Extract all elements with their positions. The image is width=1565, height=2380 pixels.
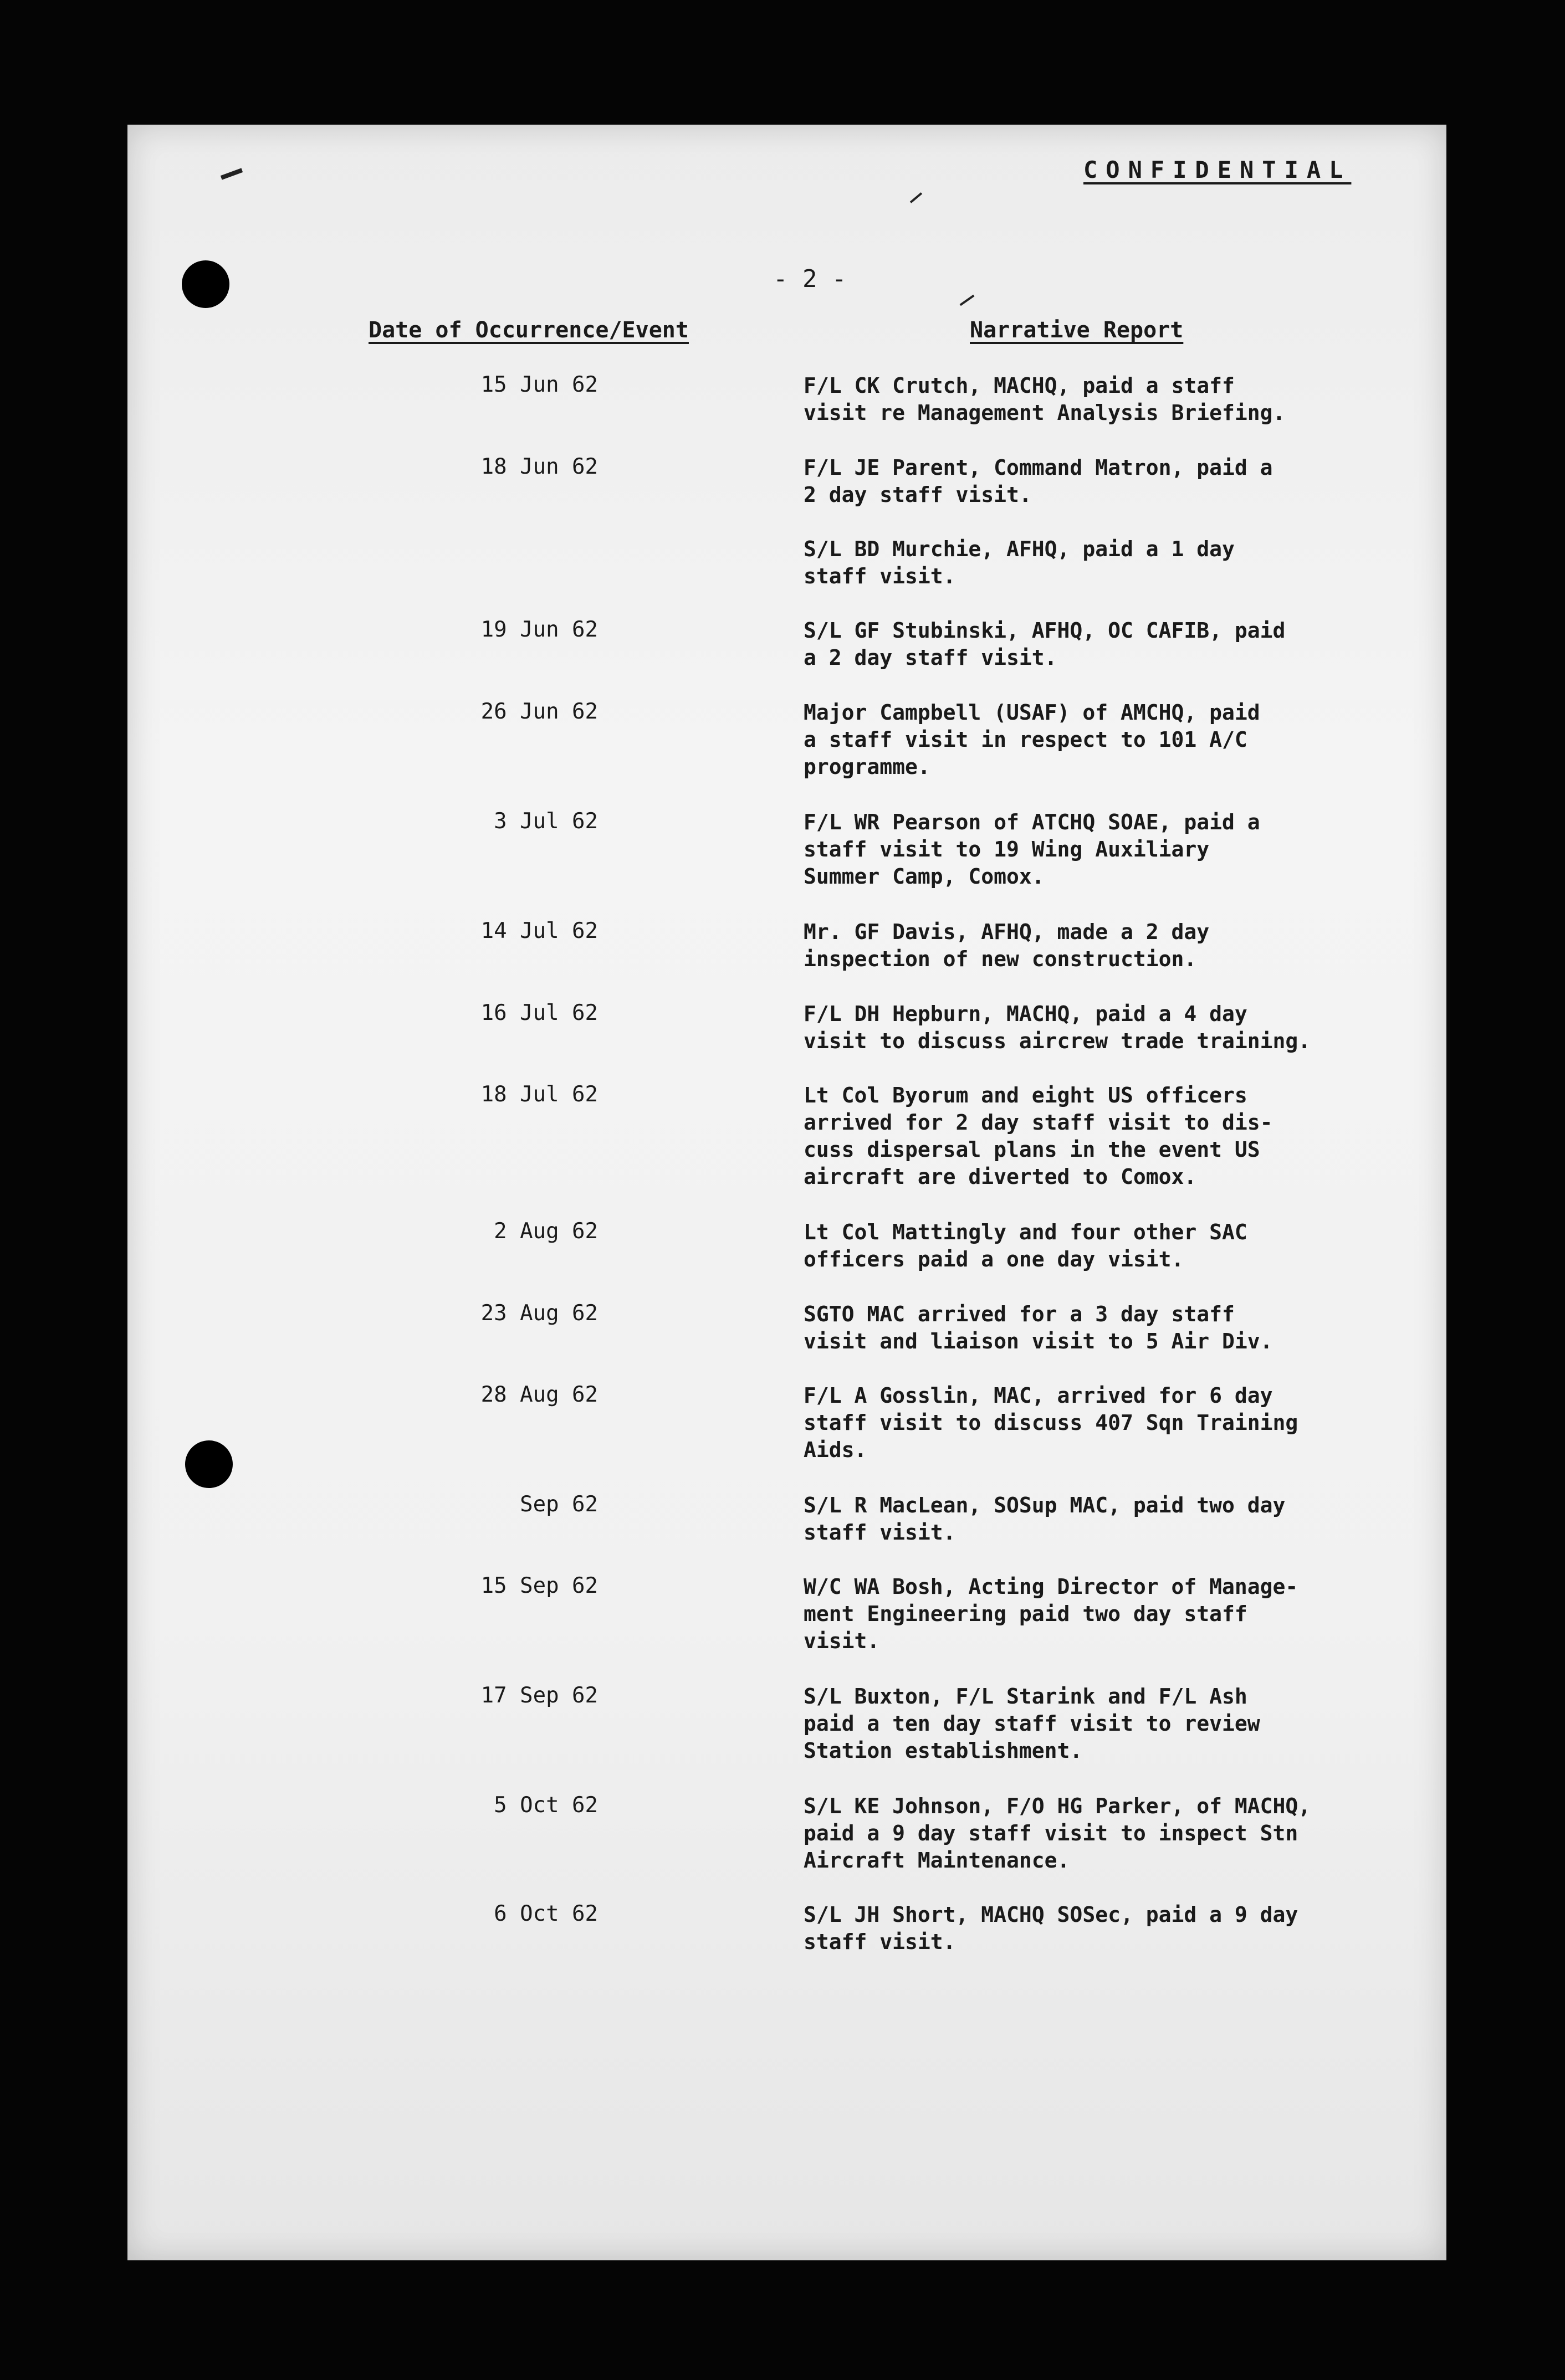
narrative-line: F/L DH Hepburn, MACHQ, paid a 4 day — [804, 1002, 1247, 1026]
narrative-line: S/L KE Johnson, F/O HG Parker, of MACHQ, — [804, 1794, 1311, 1818]
narrative-line: S/L R MacLean, SOSup MAC, paid two day — [804, 1493, 1286, 1517]
entry-narrative — [804, 1082, 1435, 1191]
narrative-line: Aids. — [804, 1438, 867, 1462]
narrative-line: staff visit. — [804, 564, 956, 588]
entry-date: 6 Oct 62 — [494, 1901, 598, 1926]
entry-narrative — [804, 454, 1435, 509]
entry-narrative — [804, 1683, 1435, 1765]
narrative-line: F/L CK Crutch, MACHQ, paid a staff — [804, 373, 1235, 398]
narrative-column-heading: Narrative Report — [970, 317, 1184, 343]
narrative-line: F/L JE Parent, Command Matron, paid a — [804, 455, 1273, 480]
narrative-line: Summer Camp, Comox. — [804, 864, 1045, 889]
narrative-line: a 2 day staff visit. — [804, 645, 1057, 670]
narrative-line: officers paid a one day visit. — [804, 1247, 1184, 1271]
narrative-line: paid a 9 day staff visit to inspect Stn — [804, 1821, 1298, 1845]
narrative-line: S/L Buxton, F/L Starink and F/L Ash — [804, 1684, 1247, 1709]
narrative-line: Lt Col Byorum and eight US officers — [804, 1083, 1247, 1107]
narrative-line: 2 day staff visit. — [804, 483, 1032, 507]
narrative-line: W/C WA Bosh, Acting Director of Manage- — [804, 1574, 1298, 1599]
entry-narrative — [804, 919, 1435, 973]
narrative-line: visit to discuss aircrew trade training. — [804, 1029, 1311, 1053]
entry-date: 14 Jul 62 — [480, 919, 598, 943]
punch-hole-bottom — [185, 1440, 233, 1488]
entry-date: 18 Jul 62 — [480, 1082, 598, 1107]
narrative-line: Aircraft Maintenance. — [804, 1848, 1070, 1873]
narrative-line: visit. — [804, 1629, 880, 1653]
narrative-line: aircraft are diverted to Comox. — [804, 1165, 1197, 1189]
entry-narrative — [804, 699, 1435, 781]
narrative-line: S/L BD Murchie, AFHQ, paid a 1 day — [804, 537, 1235, 561]
narrative-line: F/L A Gosslin, MAC, arrived for 6 day — [804, 1383, 1273, 1408]
entry-narrative — [804, 1573, 1435, 1655]
entry-narrative — [804, 617, 1435, 671]
narrative-line: a staff visit in respect to 101 A/C — [804, 727, 1247, 752]
narrative-line: arrived for 2 day staff visit to dis- — [804, 1110, 1273, 1135]
entry-narrative — [804, 1492, 1435, 1546]
entry-date: 23 Aug 62 — [480, 1301, 598, 1326]
narrative-line: Station establishment. — [804, 1738, 1083, 1763]
entry-date: 3 Jul 62 — [494, 809, 598, 834]
entry-date: 17 Sep 62 — [480, 1683, 598, 1708]
narrative-line: inspection of new construction. — [804, 947, 1197, 971]
entry-date: 15 Jun 62 — [480, 372, 598, 397]
entry-narrative — [804, 1001, 1435, 1055]
narrative-line: programme. — [804, 755, 930, 779]
narrative-line: Lt Col Mattingly and four other SAC — [804, 1220, 1247, 1244]
narrative-line: staff visit to 19 Wing Auxiliary — [804, 837, 1210, 861]
entry-date: 16 Jul 62 — [480, 1001, 598, 1025]
entry-date: 19 Jun 62 — [480, 617, 598, 642]
entry-date: 2 Aug 62 — [494, 1219, 598, 1244]
entry-date: 28 Aug 62 — [480, 1382, 598, 1407]
narrative-line: visit and liaison visit to 5 Air Div. — [804, 1329, 1273, 1353]
entry-narrative — [804, 1301, 1435, 1355]
entry-date: 26 Jun 62 — [480, 699, 598, 724]
punch-hole-top — [182, 260, 229, 308]
entry-narrative — [804, 1793, 1435, 1874]
narrative-line: staff visit to discuss 407 Sqn Training — [804, 1410, 1298, 1435]
narrative-line: staff visit. — [804, 1930, 956, 1954]
entry-narrative — [804, 1219, 1435, 1273]
narrative-line: S/L GF Stubinski, AFHQ, OC CAFIB, paid — [804, 618, 1286, 643]
entry-date: 18 Jun 62 — [480, 454, 598, 479]
page-number: - 2 - — [773, 265, 847, 293]
narrative-line: SGTO MAC arrived for a 3 day staff — [804, 1302, 1235, 1326]
narrative-line: S/L JH Short, MACHQ SOSec, paid a 9 day — [804, 1902, 1298, 1927]
entry-narrative — [804, 809, 1435, 890]
entry-date: Sep 62 — [520, 1492, 598, 1517]
narrative-line: F/L WR Pearson of ATCHQ SOAE, paid a — [804, 810, 1260, 834]
date-column-heading: Date of Occurrence/Event — [369, 317, 689, 343]
entry-narrative — [804, 1382, 1435, 1464]
narrative-line: cuss dispersal plans in the event US — [804, 1137, 1260, 1162]
narrative-line: ment Engineering paid two day staff — [804, 1602, 1247, 1626]
narrative-line: Mr. GF Davis, AFHQ, made a 2 day — [804, 920, 1210, 944]
classification-marking: CONFIDENTIAL — [1083, 156, 1352, 183]
entry-narrative — [804, 1901, 1435, 1956]
entry-date: 15 Sep 62 — [480, 1573, 598, 1598]
narrative-line: visit re Management Analysis Briefing. — [804, 401, 1286, 425]
entry-narrative — [804, 372, 1435, 427]
entry-date: 5 Oct 62 — [494, 1793, 598, 1818]
entry-narrative — [804, 536, 1435, 590]
narrative-line: staff visit. — [804, 1520, 956, 1545]
narrative-line: paid a ten day staff visit to review — [804, 1711, 1260, 1736]
narrative-line: Major Campbell (USAF) of AMCHQ, paid — [804, 700, 1260, 725]
